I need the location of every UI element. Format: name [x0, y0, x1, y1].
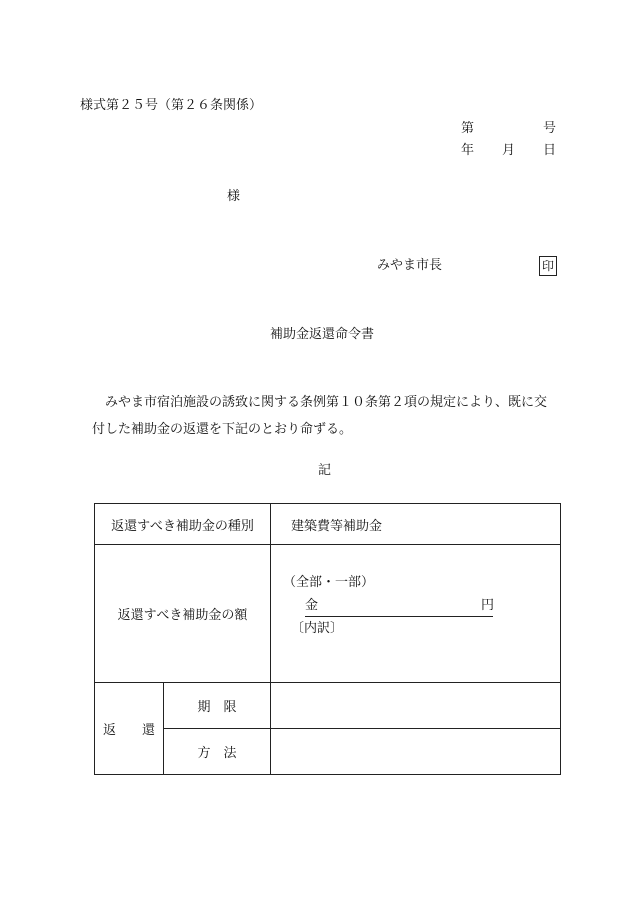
number-prefix: 第: [461, 121, 475, 136]
amount-yen: 円: [481, 598, 495, 613]
ki-heading: 記: [318, 463, 332, 478]
table-row: [95, 504, 561, 545]
seal-mark: 印: [539, 256, 557, 276]
details-table: [94, 503, 561, 775]
date-month: 月: [502, 143, 516, 158]
method-value: [271, 729, 561, 775]
subsidy-amount-label: 返還すべき補助金の額: [95, 545, 271, 683]
body-line-1: みやま市宿泊施設の誘致に関する条例第１０条第２項の規定により、既に交: [105, 395, 548, 410]
subsidy-amount-cell: [271, 545, 561, 683]
amount-kin: 金: [305, 598, 319, 613]
issuer-name: みやま市長: [377, 258, 443, 273]
table-row: [95, 545, 561, 683]
amount-option: （全部・一部）: [283, 575, 375, 590]
deadline-label: 期 限: [164, 683, 271, 729]
subsidy-type-value: 建築費等補助金: [271, 504, 561, 545]
subsidy-type-label: 返還すべき補助金の種別: [95, 504, 271, 545]
body-line-2: 付した補助金の返還を下記のとおり命ずる。: [92, 422, 353, 437]
date-year: 年: [461, 143, 475, 158]
repayment-group-label: 返 還: [95, 683, 164, 775]
form-number: 様式第２５号（第２６条関係）: [80, 98, 263, 113]
number-suffix: 号: [543, 121, 557, 136]
deadline-value: [271, 683, 561, 729]
document-title: 補助金返還命令書: [270, 327, 375, 342]
table-row: [95, 729, 561, 775]
body-paragraph: [80, 389, 580, 443]
date-day: 日: [543, 143, 557, 158]
method-label: 方 法: [164, 729, 271, 775]
addressee-suffix: 様: [227, 189, 241, 204]
amount-underline: [305, 599, 493, 617]
table-row: [95, 683, 561, 729]
amount-breakdown: 〔内訳〕: [291, 621, 344, 636]
